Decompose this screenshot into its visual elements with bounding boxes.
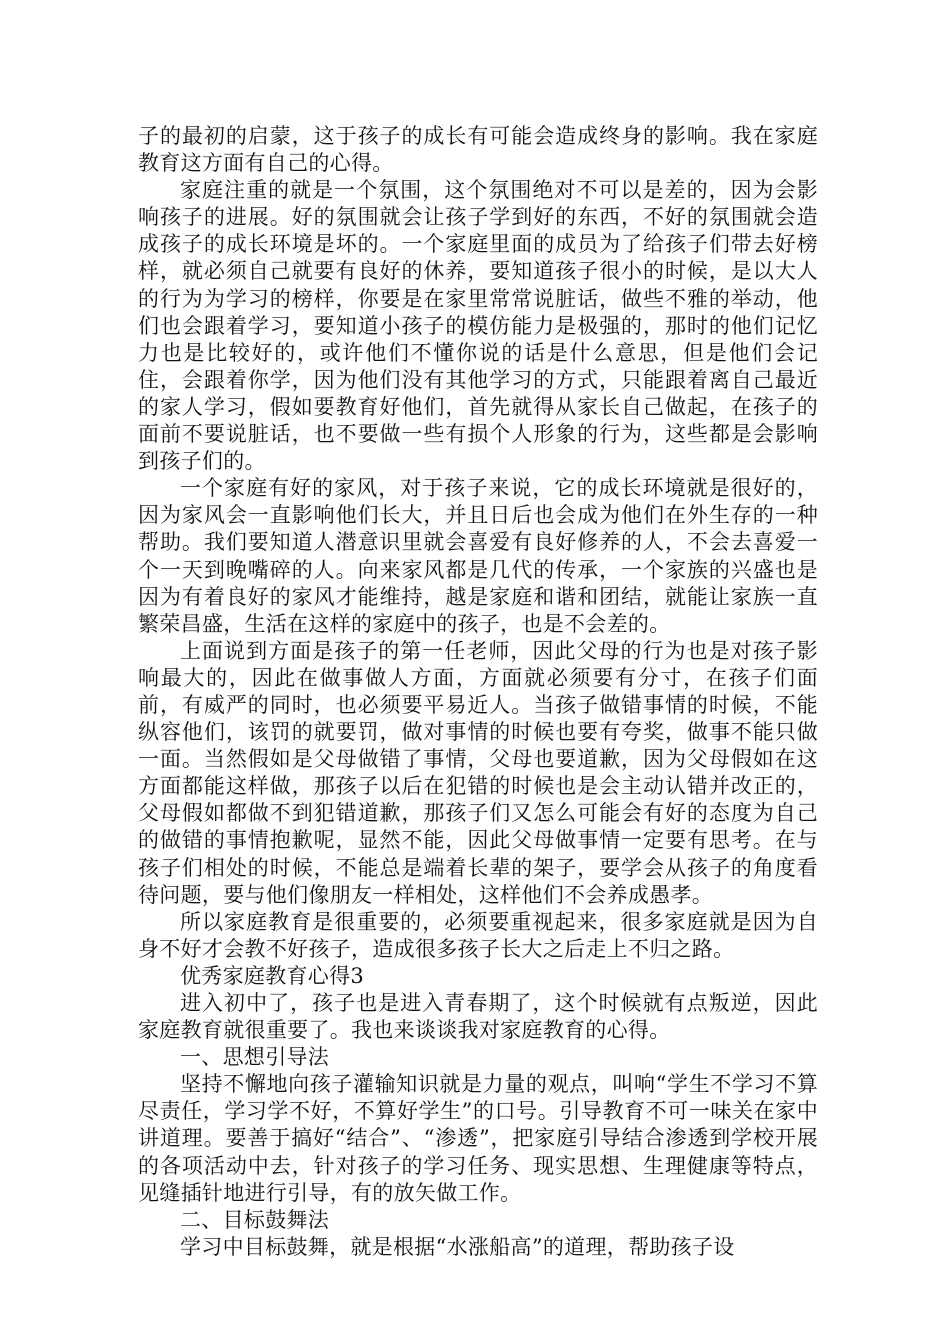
paragraph-3: 一个家庭有好的家风，对于孩子来说，它的成长环境就是很好的，因为家风会一直影响他们长大，并且日后也会成为他们在外生存的一种帮助。我们要知道人潜意识里就会喜爱有良好修养的人，不会去喜爱一个一天到晚嘴碎的人。向来家风都是几代的传承，一个家族的兴盛也是因为有着良好的家风才能维持，越是家庭和谐和团结，就能让家族一直繁荣昌盛，生活在这样的家庭中的孩子，也是不会差的。 xyxy=(138,476,818,636)
paragraph-8: 学习中目标鼓舞，就是根据“水涨船高”的道理，帮助孩子设 xyxy=(180,1234,735,1259)
subheading-2: 二、目标鼓舞法 xyxy=(180,1207,330,1232)
paragraph-1: 子的最初的启蒙，这于孩子的成长有可能会造成终身的影响。我在家庭教育这方面有自己的心得。 xyxy=(138,124,818,176)
document-body xyxy=(138,123,818,1261)
paragraph-6: 进入初中了，孩子也是进入青春期了，这个时候就有点叛逆，因此家庭教育就很重要了。我也来谈谈我对家庭教育的心得。 xyxy=(138,991,818,1043)
paragraph-5: 所以家庭教育是很重要的，必须要重视起来，很多家庭就是因为自身不好才会教不好孩子，造成很多孩子长大之后走上不归之路。 xyxy=(138,909,818,961)
paragraph-2: 家庭注重的就是一个氛围，这个氛围绝对不可以是差的，因为会影响孩子的进展。好的氛围就会让孩子学到好的东西，不好的氛围就会造成孩子的成长环境是坏的。一个家庭里面的成员为了给孩子们带去好榜样，就必须自己就要有良好的休养，要知道孩子很小的时候，是以大人的行为为学习的榜样，你要是在家里常常说脏话，做些不雅的举动，他们也会跟着学习，要知道小孩子的模仿能力是极强的，那时的他们记忆力也是比较好的，或许他们不懂你说的话是什么意思，但是他们会记住，会跟着你学，因为他们没有其他学习的方式，只能跟着离自己最近的家人学习，假如要教育好他们，首先就得从家长自己做起，在孩子的面前不要说脏话，也不要做一些有损个人形象的行为，这些都是会影响到孩子们的。 xyxy=(138,178,818,474)
paragraph-7: 坚持不懈地向孩子灌输知识就是力量的观点，叫响“学生不学习不算尽责任，学习学不好，不算好学生”的口号。引导教育不可一味关在家中讲道理。要善于搞好“结合”、“渗透”，把家庭引导结合渗透到学校开展的各项活动中去，针对孩子的学习任务、现实思想、生理健康等特点，见缝插针地进行引导，有的放矢做工作。 xyxy=(138,1072,818,1205)
section-title: 优秀家庭教育心得3 xyxy=(180,963,365,988)
subheading-1: 一、思想引导法 xyxy=(180,1045,330,1070)
paragraph-4: 上面说到方面是孩子的第一任老师，因此父母的行为也是对孩子影响最大的，因此在做事做人方面，方面就必须要有分寸，在孩子们面前，有威严的同时，也必须要平易近人。当孩子做错事情的时候，不能纵容他们，该罚的就要罚，做对事情的时候也要有夸奖，做事不能只做一面。当然假如是父母做错了事情，父母也要道歉，因为父母假如在这方面都能这样做，那孩子以后在犯错的时候也是会主动认错并改正的，父母假如都做不到犯错道歉，那孩子们又怎么可能会有好的态度为自己的做错的事情抱歉呢，显然不能，因此父母做事情一定要有思考。在与孩子们相处的时候，不能总是端着长辈的架子，要学会从孩子的角度看待问题，要与他们像朋友一样相处，这样他们不会养成愚孝。 xyxy=(138,638,818,907)
